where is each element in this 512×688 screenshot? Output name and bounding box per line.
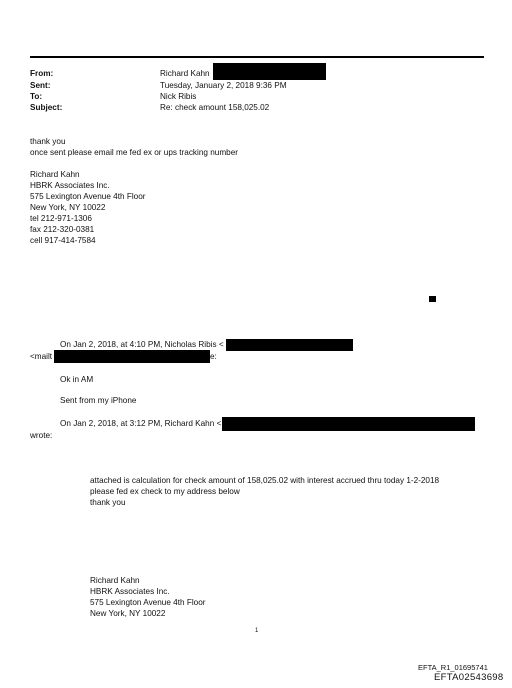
quote2-header: On Jan 2, 2018, at 3:12 PM, Richard Kahn < (60, 419, 222, 428)
redaction-box (54, 350, 210, 363)
to-label: To: (30, 92, 43, 101)
quote2-line-1: attached is calculation for check amount of 158,025.02 with interest accrued thru today 1-2-2018 (90, 476, 440, 485)
signature-line: HBRK Associates Inc. (90, 587, 170, 596)
header-rule (30, 56, 484, 58)
stray-mark (429, 296, 436, 302)
signature-line: New York, NY 10022 (30, 203, 106, 212)
quote2-line-2: please fed ex check to my address below (90, 487, 240, 496)
quote2-line-3: thank you (90, 498, 126, 507)
body-line-1: thank you (30, 137, 66, 146)
from-value: Richard Kahn (160, 69, 210, 78)
page-number: 1 (255, 628, 259, 634)
signature-line: cell 917-414-7584 (30, 236, 96, 245)
signature-line: Richard Kahn (30, 170, 80, 179)
to-value: Nick Ribis (160, 92, 197, 101)
signature-line: HBRK Associates Inc. (30, 181, 110, 190)
document-id-large: EFTA02543698 (434, 672, 504, 683)
signature-line: 575 Lexington Avenue 4th Floor (90, 598, 206, 607)
quote2-wrote: wrote: (30, 431, 53, 440)
subject-label: Subject: (30, 103, 63, 112)
quote1-mailto-suffix: e: (210, 352, 217, 361)
redaction-box (222, 417, 475, 431)
signature-line: tel 212-971-1306 (30, 214, 92, 223)
redaction-box (226, 339, 353, 351)
sent-label: Sent: (30, 81, 51, 90)
signature-line: fax 212-320-0381 (30, 225, 95, 234)
subject-value: Re: check amount 158,025.02 (160, 103, 270, 112)
signature-line: New York, NY 10022 (90, 609, 166, 618)
signature-line: Richard Kahn (90, 576, 140, 585)
from-label: From: (30, 69, 54, 78)
body-line-2: once sent please email me fed ex or ups tracking number (30, 148, 238, 157)
signature-line: 575 Lexington Avenue 4th Floor (30, 192, 146, 201)
redaction-box (213, 63, 326, 80)
quote1-mailto-prefix: <mailt (30, 352, 53, 361)
quote1-reply: Ok in AM (60, 375, 94, 384)
quote1-header: On Jan 2, 2018, at 4:10 PM, Nicholas Ribis < (60, 340, 224, 349)
document-id-small: EFTA_R1_01695741 (418, 663, 488, 672)
quote1-sent-from: Sent from my iPhone (60, 396, 137, 405)
sent-value: Tuesday, January 2, 2018 9:36 PM (160, 81, 287, 90)
